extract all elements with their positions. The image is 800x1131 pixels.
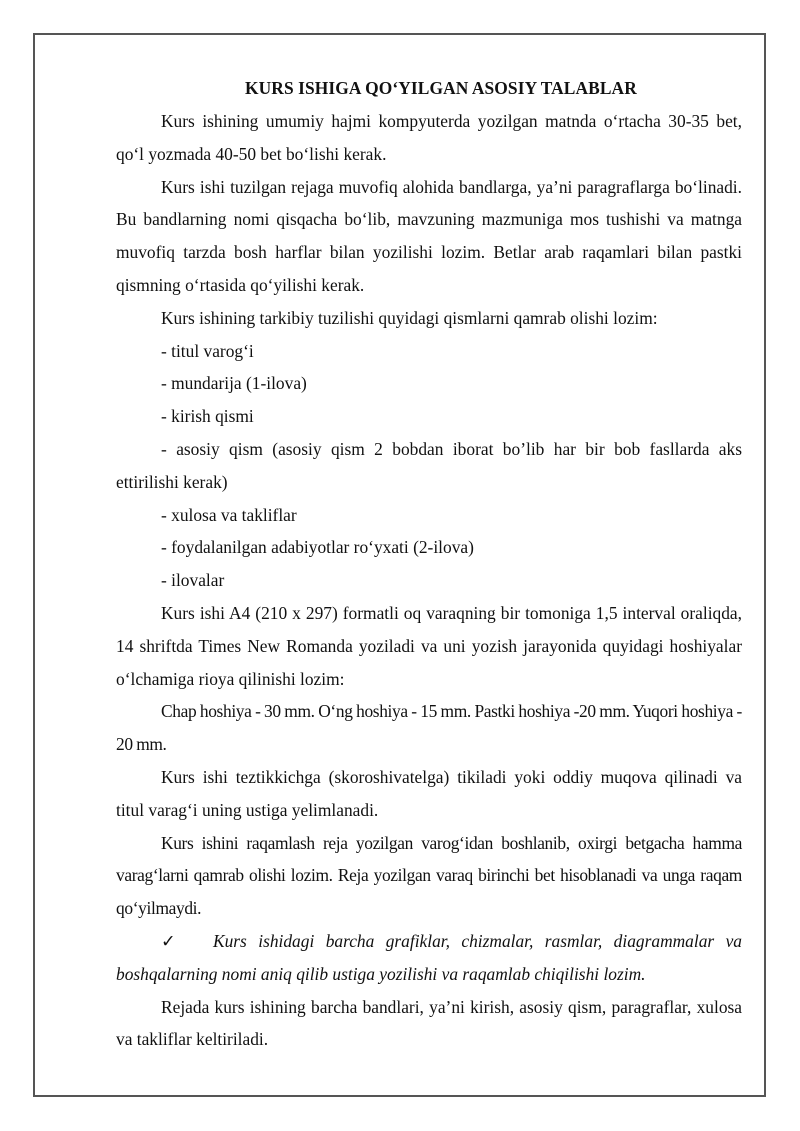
checklist-text: Kurs ishidagi barcha grafiklar, chizmalar, rasmlar, diagrammalar va boshqalarning nomi aniq qilib ustiga yozilishi va raqamlab chiqilishi lozim. xyxy=(116,930,742,984)
list-item: - mundarija (1-ilova) xyxy=(161,373,307,394)
list-item: - foydalanilgan adabiyotlar ro‘yxati (2-ilova) xyxy=(161,537,474,558)
paragraph-numbering: Kurs ishini raqamlash reja yozilgan varog‘idan boshlanib, oxirgi betgacha hamma varag‘larni qamrab olishi lozim. Reja yozilgan varaq birinchi bet hisoblanadi va unga raqam qo‘yilmaydi. xyxy=(116,832,742,919)
list-item: - asosiy qism (asosiy qism 2 bobdan iborat bo’lib har bir bob fasllarda aks ettirilishi kerak) xyxy=(116,438,742,492)
document-body xyxy=(116,72,742,1056)
checkmark-icon: ✓ xyxy=(161,930,176,951)
list-item: - xulosa va takliflar xyxy=(161,504,297,525)
paragraph-binding: Kurs ishi teztikkichga (skoroshivatelga) tikiladi yoki oddiy muqova qilinadi va titul varag‘i uning ustiga yelimlanadi. xyxy=(116,766,742,820)
paragraph-sections: Kurs ishi tuzilgan rejaga muvofiq alohida bandlarga, ya’ni paragraflarga bo‘linadi. Bu bandlarning nomi qisqacha bo‘lib, mavzuning mazmuniga mos tushishi va matnga muvofiq tarzda bosh harflar bilan yozilishi lozim. Betlar arab raqamlari bilan pastki qismning o‘rtasida qo‘yilishi kerak. xyxy=(116,176,742,295)
document-title: KURS ISHIGA QO‘YILGAN ASOSIY TALABLAR xyxy=(245,78,637,98)
checklist-paragraph xyxy=(116,925,742,991)
list-item: - kirish qismi xyxy=(161,406,254,427)
list-item: - titul varog‘i xyxy=(161,340,254,361)
paragraph-format: Kurs ishi A4 (210 x 297) formatli oq varaqning bir tomoniga 1,5 interval oraliqda, 14 shriftda Times New Romanda yoziladi va uni yozish jarayonida quyidagi hoshiyalar o‘lchamiga rioya qilinishi lozim: xyxy=(116,602,742,689)
paragraph-plan: Rejada kurs ishining barcha bandlari, ya’ni kirish, asosiy qism, paragraflar, xulosa va takliflar keltiriladi. xyxy=(116,996,742,1050)
paragraph-volume: Kurs ishining umumiy hajmi kompyuterda yozilgan matnda o‘rtacha 30-35 bet, qo‘l yozmada 40-50 bet bo‘lishi kerak. xyxy=(116,111,742,164)
paragraph-margins: Chap hoshiya - 30 mm. O‘ng hoshiya - 15 mm. Pastki hoshiya -20 mm. Yuqori hoshiya - 20 mm. xyxy=(116,701,742,755)
paragraph-structure-intro: Kurs ishining tarkibiy tuzilishi quyidagi qismlarni qamrab olishi lozim: xyxy=(161,307,658,328)
list-item: - ilovalar xyxy=(161,570,225,591)
